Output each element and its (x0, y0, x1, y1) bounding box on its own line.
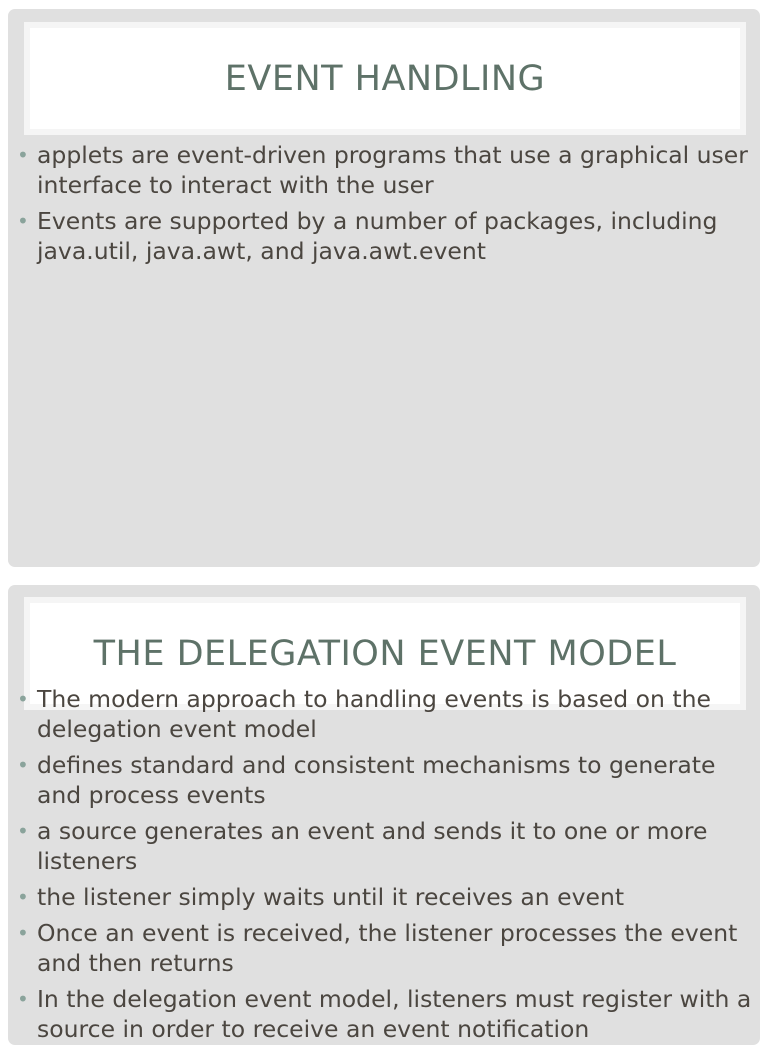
bullet-text: applets are event-driven programs that use a graphical user interface to interact with the user (37, 141, 748, 199)
bullet-item (8, 918, 756, 978)
bullet-icon: • (17, 687, 29, 711)
bullet-icon: • (17, 885, 29, 909)
bullet-icon: • (17, 753, 29, 777)
bullet-icon: • (17, 921, 29, 945)
bullet-list (8, 140, 756, 272)
bullet-text: the listener simply waits until it receives an event (37, 883, 625, 911)
bullet-list (8, 684, 756, 1045)
bullet-item (8, 750, 756, 810)
bullet-text: The modern approach to handling events is based on the delegation event model (37, 685, 711, 743)
bullet-icon: • (17, 819, 29, 843)
bullet-item (8, 984, 756, 1044)
bullet-icon: • (17, 143, 29, 167)
title-box (24, 22, 746, 135)
bullet-icon: • (17, 209, 29, 233)
slide-event-handling (8, 9, 760, 567)
bullet-item (8, 140, 756, 200)
bullet-item (8, 684, 756, 744)
bullet-text: Once an event is received, the listener processes the event and then returns (37, 919, 738, 977)
bullet-item (8, 816, 756, 876)
bullet-item (8, 206, 756, 266)
slide-delegation-event-model (8, 585, 760, 1045)
bullet-text: a source generates an event and sends it to one or more listeners (37, 817, 708, 875)
bullet-text: Events are supported by a number of packages, including java.util, java.awt, and java.awt.event (37, 207, 718, 265)
slide-title: THE DELEGATION EVENT MODEL (93, 633, 677, 674)
bullet-text: defines standard and consistent mechanisms to generate and process events (37, 751, 716, 809)
bullet-icon: • (17, 987, 29, 1011)
bullet-item (8, 882, 756, 912)
bullet-text: In the delegation event model, listeners must register with a source in order to receive an event notification (37, 985, 752, 1043)
slide-title: EVENT HANDLING (224, 58, 546, 99)
